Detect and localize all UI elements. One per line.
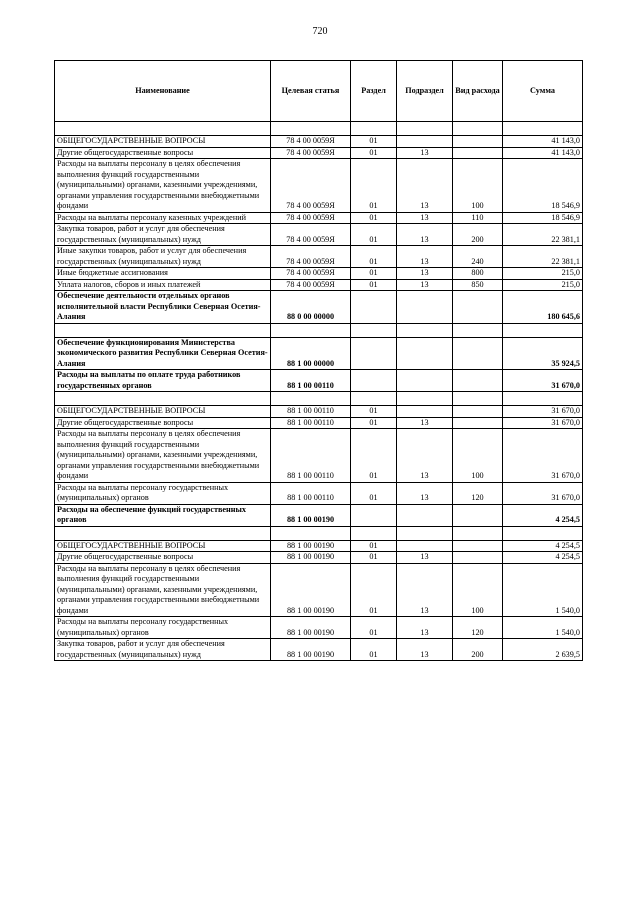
header-subsection: Подраздел [397, 61, 453, 122]
cell-target: 88 1 00 00190 [271, 563, 351, 617]
table-row [55, 246, 583, 268]
cell-subsection: 13 [397, 159, 453, 213]
cell-expense: 200 [453, 639, 503, 661]
cell-name: ОБЩЕГОСУДАРСТВЕННЫЕ ВОПРОСЫ [55, 406, 271, 418]
cell-subsection: 13 [397, 639, 453, 661]
cell-section: 01 [351, 406, 397, 418]
cell-name: Уплата налогов, сборов и иных платежей [55, 279, 271, 291]
cell-name: ОБЩЕГОСУДАРСТВЕННЫЕ ВОПРОСЫ [55, 540, 271, 552]
cell-section: 01 [351, 617, 397, 639]
cell-subsection [397, 370, 453, 392]
cell-subsection: 13 [397, 279, 453, 291]
cell-section [351, 504, 397, 526]
cell-sum: 18 546,9 [503, 159, 583, 213]
cell-section: 01 [351, 563, 397, 617]
cell-section: 01 [351, 279, 397, 291]
table-row [55, 639, 583, 661]
cell-subsection [397, 406, 453, 418]
cell-expense: 800 [453, 268, 503, 280]
table-row [55, 136, 583, 148]
cell-sum: 2 639,5 [503, 639, 583, 661]
cell-name: Закупка товаров, работ и услуг для обеспечения государственных (муниципальных) нужд [55, 224, 271, 246]
page-number: 720 [312, 26, 328, 37]
cell-subsection: 13 [397, 212, 453, 224]
cell-section: 01 [351, 246, 397, 268]
cell-subsection: 13 [397, 224, 453, 246]
cell-target: 78 4 00 0059Я [271, 268, 351, 280]
cell-target: 78 4 00 0059Я [271, 147, 351, 159]
cell-name: Расходы на выплаты персоналу казенных учреждений [55, 212, 271, 224]
table-row [55, 429, 583, 483]
cell-target: 88 1 00 00110 [271, 429, 351, 483]
cell-sum: 41 143,0 [503, 136, 583, 148]
cell-expense [453, 147, 503, 159]
cell-name: Расходы на выплаты персоналу в целях обеспечения выполнения функций государственными (муниципальными) органами, казенными учреждениями, органами управления государственными внебюджетными фондами [55, 429, 271, 483]
cell-expense: 120 [453, 482, 503, 504]
spacer-row [55, 122, 583, 136]
cell-expense: 100 [453, 429, 503, 483]
cell-target: 88 1 00 00190 [271, 540, 351, 552]
cell-sum: 18 546,9 [503, 212, 583, 224]
cell-name: Иные закупки товаров, работ и услуг для обеспечения государственных (муниципальных) нужд [55, 246, 271, 268]
cell-sum: 1 540,0 [503, 563, 583, 617]
cell-expense [453, 504, 503, 526]
cell-name: Другие общегосударственные вопросы [55, 147, 271, 159]
cell-section: 01 [351, 136, 397, 148]
table-row [55, 552, 583, 564]
cell-expense: 850 [453, 279, 503, 291]
cell-section: 01 [351, 147, 397, 159]
cell-subsection [397, 291, 453, 324]
cell-expense [453, 337, 503, 370]
table-row [55, 224, 583, 246]
cell-section: 01 [351, 268, 397, 280]
table-row [55, 159, 583, 213]
cell-expense [453, 406, 503, 418]
cell-expense [453, 291, 503, 324]
cell-expense [453, 136, 503, 148]
cell-sum: 1 540,0 [503, 617, 583, 639]
cell-expense [453, 370, 503, 392]
cell-sum: 4 254,5 [503, 540, 583, 552]
header-target: Целевая статья [271, 61, 351, 122]
table-body [55, 122, 583, 661]
cell-target: 78 4 00 0059Я [271, 246, 351, 268]
cell-subsection: 13 [397, 246, 453, 268]
cell-sum: 35 924,5 [503, 337, 583, 370]
cell-name: Другие общегосударственные вопросы [55, 552, 271, 564]
cell-expense: 120 [453, 617, 503, 639]
cell-section [351, 370, 397, 392]
cell-subsection: 13 [397, 563, 453, 617]
cell-target: 88 1 00 00000 [271, 337, 351, 370]
cell-subsection: 13 [397, 147, 453, 159]
cell-target: 78 4 00 0059Я [271, 212, 351, 224]
cell-section [351, 291, 397, 324]
cell-name: Расходы на выплаты персоналу государственных (муниципальных) органов [55, 617, 271, 639]
table-row [55, 563, 583, 617]
cell-name: ОБЩЕГОСУДАРСТВЕННЫЕ ВОПРОСЫ [55, 136, 271, 148]
cell-name: Расходы на выплаты персоналу в целях обеспечения выполнения функций государственными (муниципальными) органами, казенными учреждениями, органами управления государственными внебюджетными фондами [55, 563, 271, 617]
header-name: Наименование [55, 61, 271, 122]
cell-section: 01 [351, 417, 397, 429]
cell-expense: 110 [453, 212, 503, 224]
cell-section: 01 [351, 212, 397, 224]
cell-subsection [397, 136, 453, 148]
cell-target: 78 4 00 0059Я [271, 224, 351, 246]
cell-subsection: 13 [397, 552, 453, 564]
cell-target: 88 0 00 00000 [271, 291, 351, 324]
cell-name: Иные бюджетные ассигнования [55, 268, 271, 280]
budget-table [54, 60, 583, 661]
table-row [55, 212, 583, 224]
table-row [55, 291, 583, 324]
header-section: Раздел [351, 61, 397, 122]
cell-section: 01 [351, 159, 397, 213]
cell-name: Расходы на выплаты персоналу в целях обеспечения выполнения функций государственными (муниципальными) органами, казенными учреждениями, органами управления государственными внебюджетными фондами [55, 159, 271, 213]
cell-section: 01 [351, 639, 397, 661]
cell-sum: 215,0 [503, 279, 583, 291]
cell-name: Закупка товаров, работ и услуг для обеспечения государственных (муниципальных) нужд [55, 639, 271, 661]
cell-expense: 240 [453, 246, 503, 268]
cell-subsection [397, 540, 453, 552]
cell-expense: 200 [453, 224, 503, 246]
cell-sum: 180 645,6 [503, 291, 583, 324]
cell-expense [453, 417, 503, 429]
cell-name: Расходы на выплаты по оплате труда работников государственных органов [55, 370, 271, 392]
cell-subsection: 13 [397, 617, 453, 639]
cell-sum: 31 670,0 [503, 482, 583, 504]
cell-subsection: 13 [397, 268, 453, 280]
cell-section: 01 [351, 482, 397, 504]
cell-target: 88 1 00 00190 [271, 504, 351, 526]
cell-sum: 4 254,5 [503, 504, 583, 526]
table-row [55, 370, 583, 392]
cell-section: 01 [351, 429, 397, 483]
cell-target: 88 1 00 00110 [271, 482, 351, 504]
cell-sum: 41 143,0 [503, 147, 583, 159]
header-sum: Сумма [503, 61, 583, 122]
cell-target: 88 1 00 00190 [271, 552, 351, 564]
table-row [55, 279, 583, 291]
cell-section: 01 [351, 552, 397, 564]
cell-target: 78 4 00 0059Я [271, 159, 351, 213]
table-row [55, 504, 583, 526]
cell-target: 78 4 00 0059Я [271, 136, 351, 148]
header-expense-type: Вид расхода [453, 61, 503, 122]
table-row [55, 540, 583, 552]
cell-expense: 100 [453, 563, 503, 617]
table-header-row [55, 61, 583, 122]
cell-subsection [397, 337, 453, 370]
cell-sum: 31 670,0 [503, 370, 583, 392]
cell-name: Обеспечение деятельности отдельных органов исполнительной власти Республики Северная Осетия-Алания [55, 291, 271, 324]
cell-name: Обеспечение функционирования Министерства экономического развития Республики Северная Осетия-Алания [55, 337, 271, 370]
cell-target: 88 1 00 00190 [271, 639, 351, 661]
cell-section: 01 [351, 224, 397, 246]
spacer-row [55, 323, 583, 337]
table-row [55, 147, 583, 159]
cell-expense [453, 540, 503, 552]
cell-target: 88 1 00 00110 [271, 370, 351, 392]
cell-subsection: 13 [397, 482, 453, 504]
cell-name: Расходы на обеспечение функций государственных органов [55, 504, 271, 526]
table-row [55, 482, 583, 504]
cell-sum: 215,0 [503, 268, 583, 280]
cell-section: 01 [351, 540, 397, 552]
cell-sum: 31 670,0 [503, 406, 583, 418]
table-row [55, 337, 583, 370]
cell-section [351, 337, 397, 370]
cell-subsection: 13 [397, 429, 453, 483]
cell-expense [453, 552, 503, 564]
cell-sum: 31 670,0 [503, 429, 583, 483]
table-row [55, 406, 583, 418]
table-row [55, 617, 583, 639]
cell-subsection: 13 [397, 417, 453, 429]
cell-sum: 31 670,0 [503, 417, 583, 429]
cell-subsection [397, 504, 453, 526]
cell-sum: 22 381,1 [503, 246, 583, 268]
spacer-row [55, 526, 583, 540]
cell-name: Другие общегосударственные вопросы [55, 417, 271, 429]
cell-target: 88 1 00 00190 [271, 617, 351, 639]
cell-target: 88 1 00 00110 [271, 417, 351, 429]
cell-sum: 4 254,5 [503, 552, 583, 564]
cell-expense: 100 [453, 159, 503, 213]
table-row [55, 417, 583, 429]
table-row [55, 268, 583, 280]
spacer-row [55, 392, 583, 406]
cell-name: Расходы на выплаты персоналу государственных (муниципальных) органов [55, 482, 271, 504]
cell-target: 78 4 00 0059Я [271, 279, 351, 291]
cell-target: 88 1 00 00110 [271, 406, 351, 418]
cell-sum: 22 381,1 [503, 224, 583, 246]
